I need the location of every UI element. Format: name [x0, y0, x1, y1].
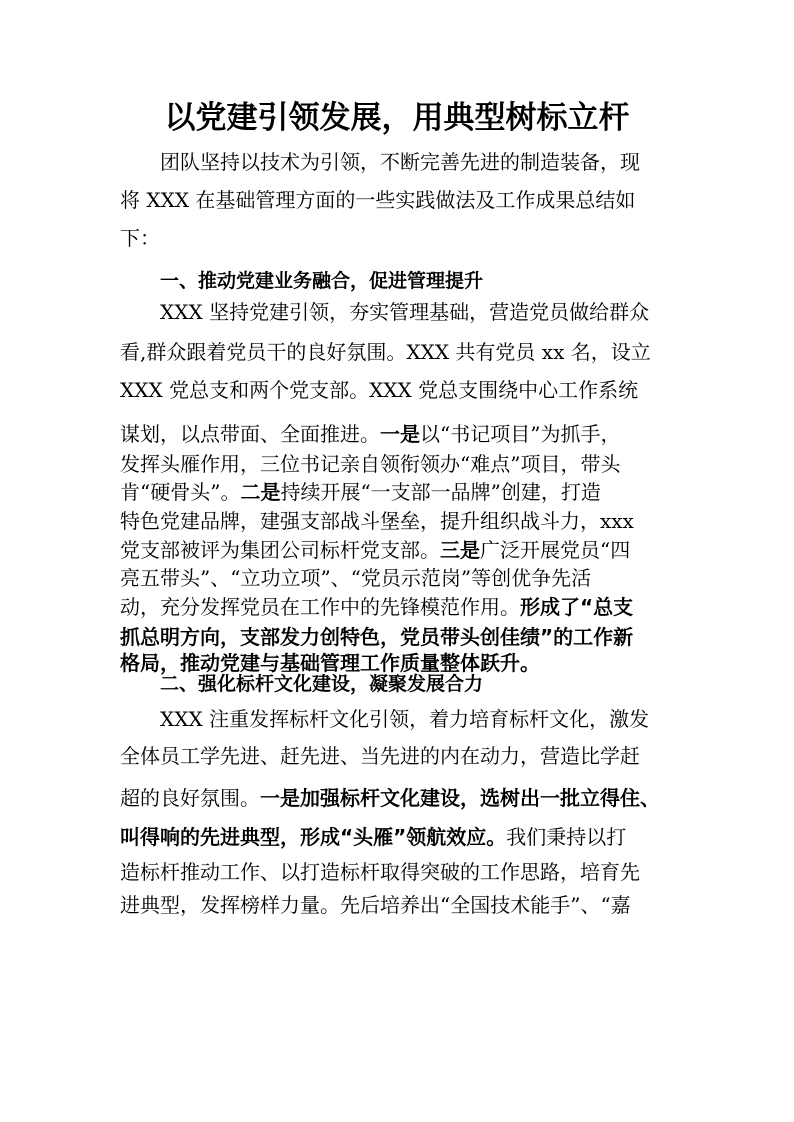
- section-1-line-2: 看,群众跟着党员干的良好氛围。XXX 共有党员 xx 名，设立: [120, 340, 651, 364]
- section-1-line-9: 亮五带头”、“立功立项”、“党员示范岗”等创优争先活: [120, 566, 592, 590]
- section-1-heading: 一、推动党建业务融合，促进管理提升: [160, 270, 484, 292]
- section-1-line-7: 特色党建品牌，建强支部战斗堡垒，提升组织战斗力，xxx: [120, 509, 634, 533]
- text-run: 我们秉持以打: [506, 825, 627, 849]
- intro-line-1: 团队坚持以技术为引领，不断完善先进的制造装备，现: [160, 150, 640, 174]
- section-1-line-10: [120, 591, 680, 620]
- section-1-line-6: [120, 476, 680, 505]
- section-1-line-1: XXX 坚持党建引领，夯实管理基础，营造党员做给群众: [160, 300, 650, 324]
- text-run: 持续开展“一支部一品牌”创建，打造: [280, 480, 601, 504]
- intro-line-3: 下：: [120, 226, 160, 250]
- emphasis-run: 形成了“总支: [520, 595, 634, 619]
- section-2-line-5: 造标杆推动工作、以打造标杆取得突破的工作思路，培育先: [120, 860, 640, 884]
- section-2-line-2: 全体员工学先进、赶先进、当先进的内在动力，营造比学赶: [120, 744, 640, 768]
- section-2-line-1: XXX 注重发挥标杆文化引领，着力培育标杆文化，激发: [160, 707, 650, 731]
- emphasis-run: 二是: [240, 480, 281, 504]
- section-2-heading: 二、强化标杆文化建设，凝聚发展合力: [160, 673, 484, 695]
- intro-line-2: 将 XXX 在基础管理方面的一些实践做法及工作成果总结如: [120, 188, 636, 212]
- section-1-line-12: 格局，推动党建与基础管理工作质量整体跃升。: [120, 651, 540, 675]
- section-2-line-3: [120, 782, 680, 811]
- section-1-line-3: XXX 党总支和两个党支部。XXX 党总支围绕中心工作系统: [120, 378, 639, 402]
- section-1-line-4: [120, 418, 680, 447]
- section-1-line-8: [120, 534, 680, 563]
- text-run: 动，充分发挥党员在工作中的先锋模范作用。: [120, 595, 520, 619]
- text-run: 肯“硬骨头”。: [120, 480, 241, 504]
- section-2-line-4: [120, 821, 680, 850]
- section-1-line-11: 抓总明方向，支部发力创特色，党员带头创佳绩”的工作新: [120, 625, 634, 649]
- emphasis-run: 三是: [440, 538, 480, 562]
- text-run: 谋划，以点带面、全面推进。: [120, 422, 380, 446]
- section-2-line-6: 进典型，发挥榜样力量。先后培养出“全国技术能手”、“嘉: [120, 893, 631, 917]
- emphasis-run: 叫得响的先进典型，形成“头雁”领航效应。: [120, 825, 507, 849]
- document-title: 以党建引领发展，用典型树标立杆: [164, 100, 630, 136]
- text-run: 广泛开展党员“四: [480, 538, 631, 562]
- emphasis-run: 一是: [380, 422, 420, 446]
- emphasis-run: 一是加强标杆文化建设，选树出一批立得住、: [260, 786, 660, 810]
- section-1-line-5: 发挥头雁作用，三位书记亲自领衔领办“难点”项目，带头: [120, 452, 621, 476]
- text-run: 超的良好氛围。: [120, 786, 260, 810]
- text-run: 以“书记项目”为抓手，: [420, 422, 621, 446]
- text-run: 党支部被评为集团公司标杆党支部。: [120, 538, 440, 562]
